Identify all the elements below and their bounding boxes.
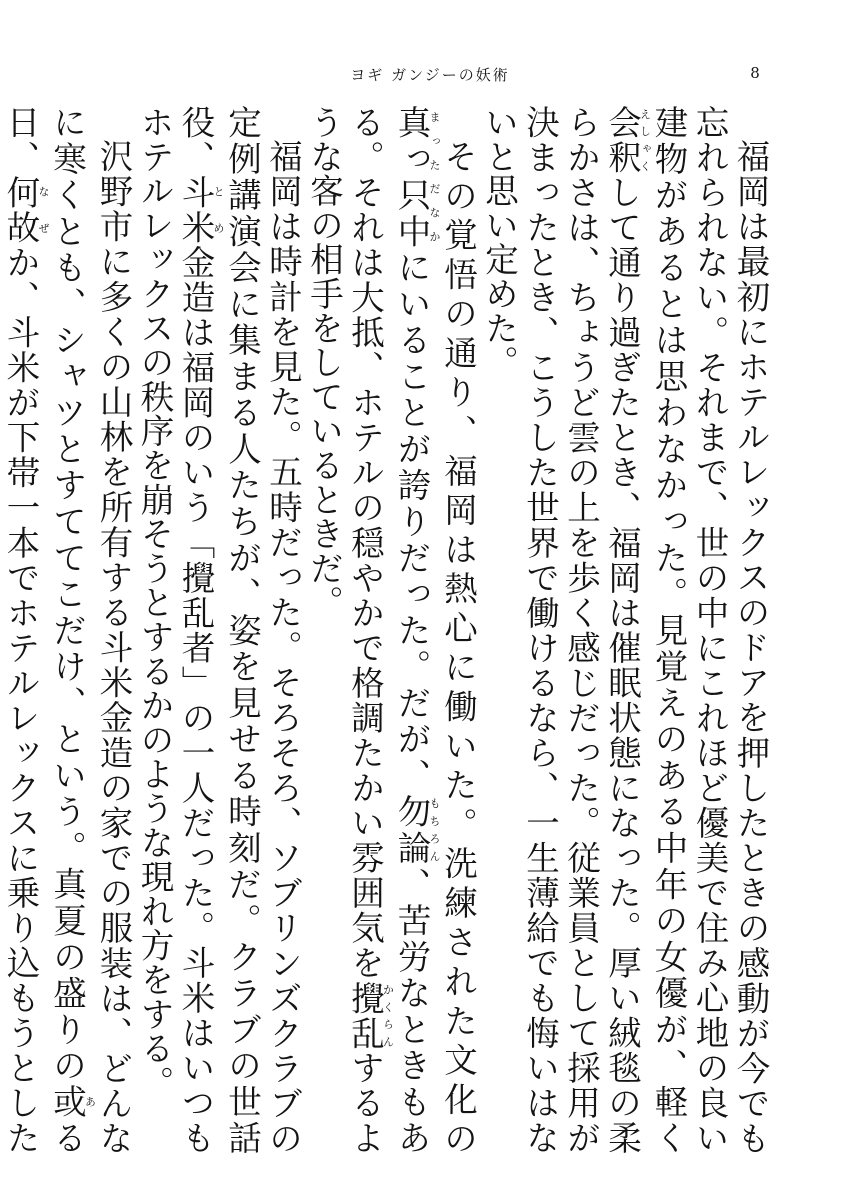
furigana: 会釈えしゃく <box>602 105 652 176</box>
running-head-title: ヨギ ガンジーの妖術 <box>350 66 510 84</box>
vertical-text-block <box>1 105 771 1156</box>
furigana: 攪乱かくらん <box>345 980 395 1051</box>
page-number: 8 <box>750 64 760 82</box>
furigana: 勿論もちろん <box>392 794 441 867</box>
furigana: 真っ只中まっただなか <box>392 105 441 251</box>
furigana: 斗米とめ <box>176 175 225 246</box>
furigana: 或あ <box>47 1084 97 1121</box>
furigana: 何故なぜ <box>1 175 50 246</box>
paragraph-2: その覚悟の通り、福岡は熱心に働いた。洗練された文化の真っ只中まっただなかにいることが誇りだった。だが、勿論もちろん、苦労なときもある。それは大抵、ホテルの穏やかで格調たかい雰囲気を攪乱かくらんするような客の相手をしているときだ。 <box>304 105 478 1156</box>
paragraph-4: 沢野市に多くの山林を所有する斗米金造の家での服装は、どんなに寒くとも、シャツとすててこだけ、という。真夏の盛りの或ある日、何故なぜか、斗米が下帯一本でホテルレックスに乗り込もうとした <box>1 105 133 1155</box>
paragraph-3: 福岡は時計を見た。五時だった。そろそろ、ソブリンズクラブの定例講演会に集まる人たちが、姿を見せる時刻だ。クラブの世話役、斗米とめ金造は福岡のいう「攪乱者」の一人だった。斗米はいつもホテルレックスの秩序を崩そうとするかのような現れ方をする。 <box>135 105 303 1155</box>
paragraph-1: 福岡は最初にホテルレックスのドアを押したときの感動が今でも忘れられない。それまで、世の中にこれほど優美で住み心地の良い建物があるとは思わなかった。見覚えのある中年の女優が、軽く会釈えしゃくして通り過ぎたとき、福岡は催眠状態になった。厚い絨毯の柔らかさは、ちょうど雲の上を歩く感じだった。従業員として採用が決まったとき、こうした世界で働けるなら、一生薄給でも悔いはないと思い定めた。 <box>479 105 770 1155</box>
